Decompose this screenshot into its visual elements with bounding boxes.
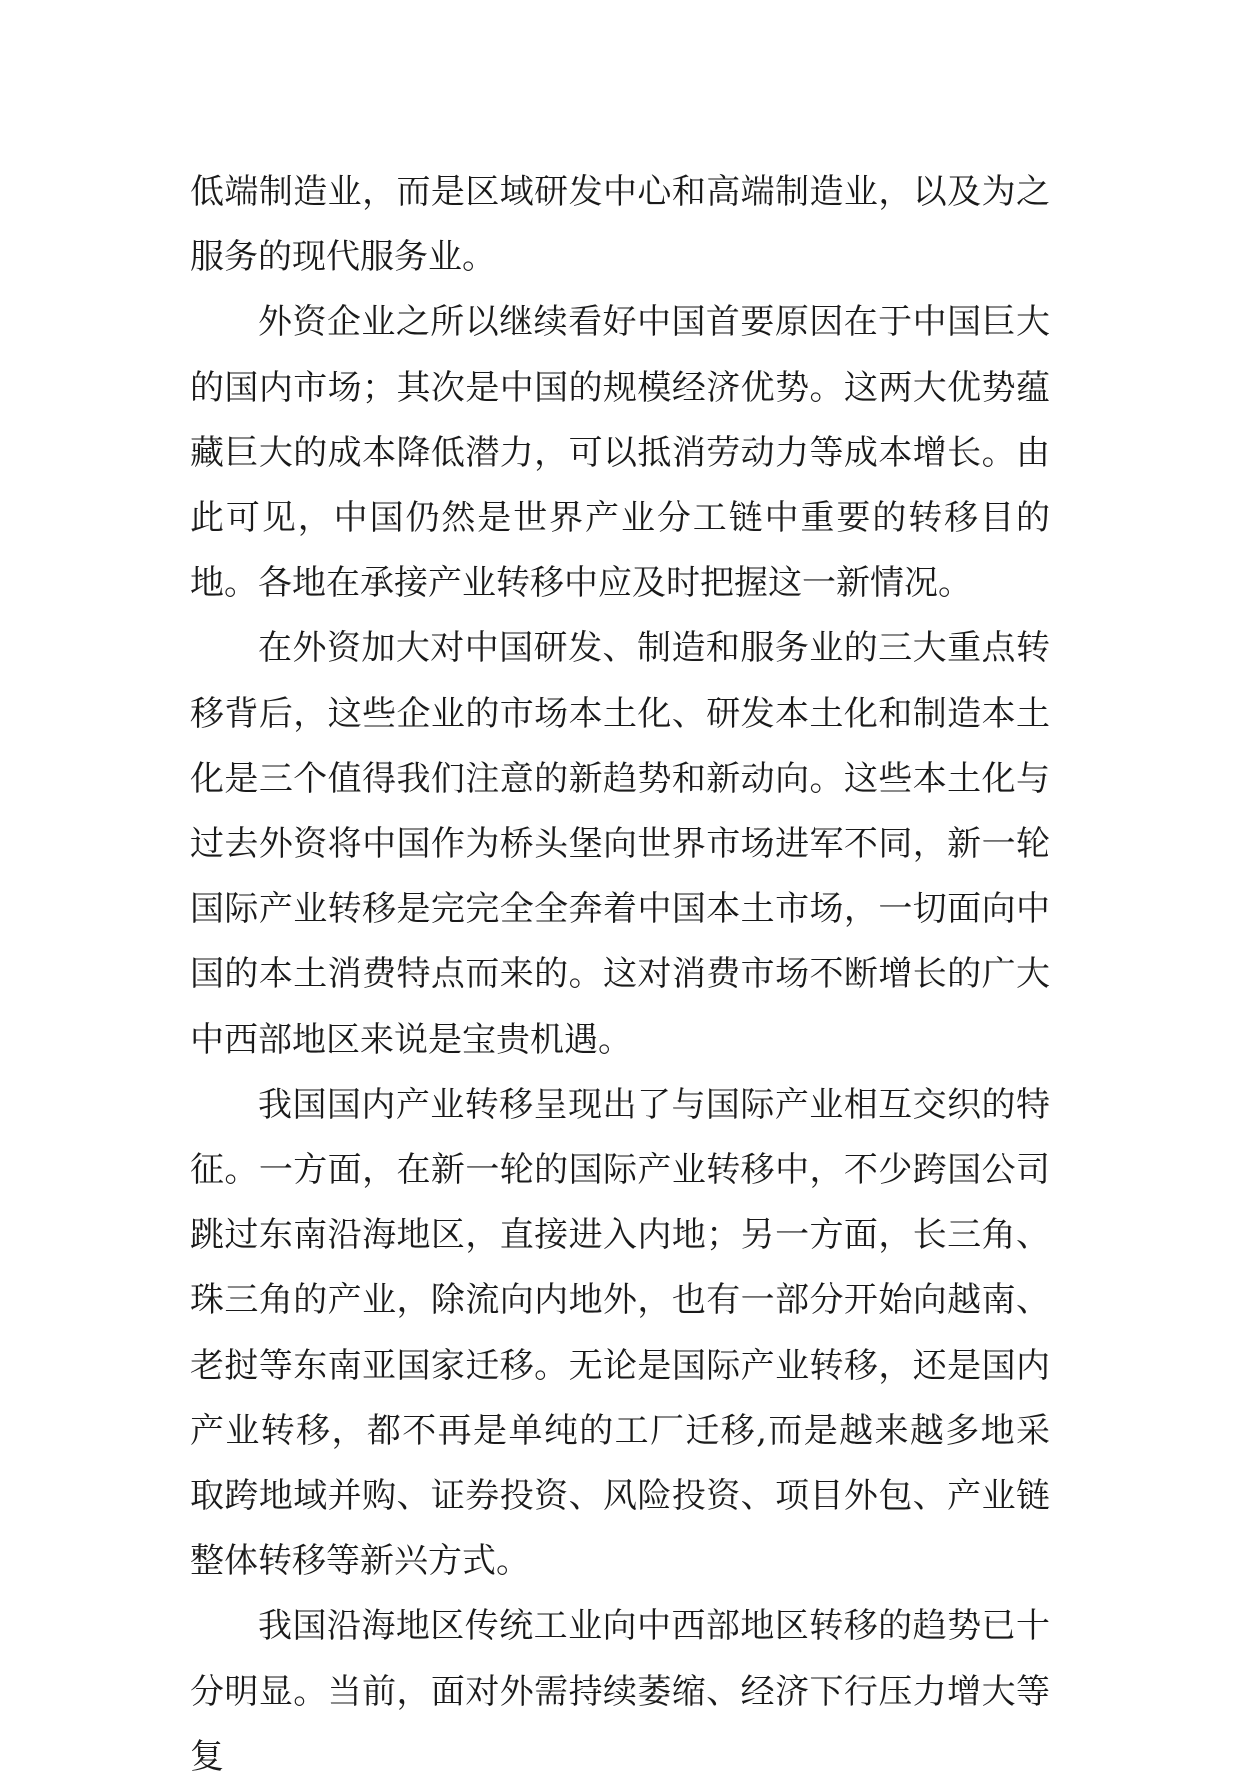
paragraph-continued: 低端制造业，而是区域研发中心和高端制造业，以及为之服务的现代服务业。	[190, 172, 1050, 278]
paragraph-coastal-transfer: 我国沿海地区传统工业向中西部地区转移的趋势已十分明显。当前，面对外需持续萎缩、经济下行压力增大等复	[190, 1606, 1050, 1777]
paragraph-domestic-transfer: 我国国内产业转移呈现出了与国际产业相互交织的特征。一方面，在新一轮的国际产业转移中，不少跨国公司跳过东南沿海地区，直接进入内地；另一方面，长三角、珠三角的产业，除流向内地外，也有一部分开始向越南、老挝等东南亚国家迁移。无论是国际产业转移，还是国内产业转移，都不再是单纯的工厂迁移,而是越来越多地采取跨地域并购、证券投资、风险投资、项目外包、产业链整体转移等新兴方式。	[190, 1084, 1050, 1582]
paragraph-localization: 在外资加大对中国研发、制造和服务业的三大重点转移背后，这些企业的市场本土化、研发本土化和制造本土化是三个值得我们注意的新趋势和新动向。这些本土化与过去外资将中国作为桥头堡向世界市场进军不同，新一轮国际产业转移是完完全全奔着中国本土市场，一切面向中国的本土消费特点而来的。这对消费市场不断增长的广大中西部地区来说是宝贵机遇。	[190, 628, 1050, 1060]
document-body	[190, 160, 1050, 1790]
paragraph-foreign-investment: 外资企业之所以继续看好中国首要原因在于中国巨大的国内市场；其次是中国的规模经济优势。这两大优势蕴藏巨大的成本降低潜力，可以抵消劳动力等成本增长。由此可见，中国仍然是世界产业分工链中重要的转移目的地。各地在承接产业转移中应及时把握这一新情况。	[190, 302, 1050, 604]
